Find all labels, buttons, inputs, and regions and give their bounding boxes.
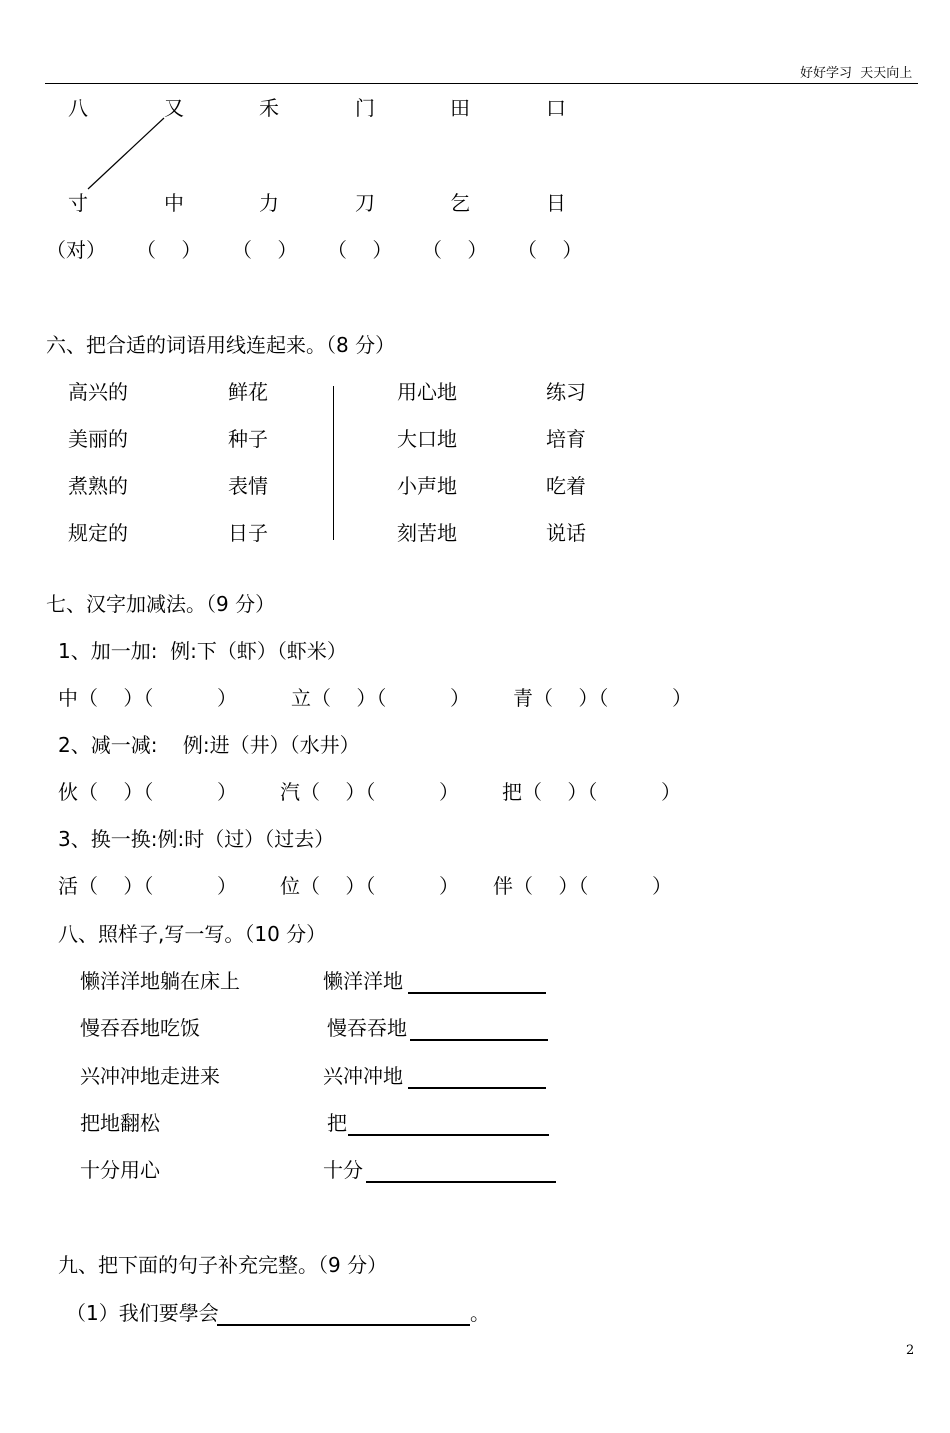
fill-item[interactable]: 青（ ）（ ） — [513, 686, 693, 710]
word-item: 刻苦地 — [397, 521, 457, 545]
section9-item1: （1）我们要學会 — [66, 1301, 219, 1325]
fill-item[interactable]: 伴（ ）（ ） — [493, 874, 673, 898]
section6-title: 六、把合适的词语用线连起来。（8 分） — [46, 333, 396, 357]
fill-item[interactable]: 活（ ）（ ） — [58, 874, 238, 898]
section7-sub3-label: 3、换一换:例:时（过）（过去） — [58, 827, 335, 851]
column-divider — [333, 386, 334, 540]
prompt-phrase: 把 — [327, 1111, 347, 1135]
word-item: 小声地 — [397, 474, 457, 498]
word-item: 用心地 — [397, 380, 457, 404]
answer-cell[interactable]: （ ） — [327, 238, 393, 262]
fill-item[interactable]: 汽（ ）（ ） — [280, 780, 460, 804]
char-cell: 乞 — [450, 191, 470, 215]
word-item: 练习 — [546, 380, 586, 404]
example-phrase: 慢吞吞地吃饭 — [80, 1016, 200, 1040]
answer-underline[interactable] — [410, 1039, 548, 1041]
char-cell: 禾 — [259, 96, 279, 120]
answer-cell[interactable]: （ ） — [232, 238, 298, 262]
answer-underline[interactable] — [217, 1324, 470, 1326]
prompt-phrase: 懒洋洋地 — [323, 969, 403, 993]
word-item: 吃着 — [546, 474, 586, 498]
section8-title: 八、照样子,写一写。（10 分） — [58, 922, 327, 946]
section9-title: 九、把下面的句子补充完整。（9 分） — [58, 1253, 388, 1277]
char-cell: 寸 — [68, 191, 88, 215]
section9-item1-end: 。 — [470, 1301, 490, 1325]
word-item: 鲜花 — [228, 380, 268, 404]
fill-item[interactable]: 位（ ）（ ） — [280, 874, 460, 898]
word-item: 大口地 — [397, 427, 457, 451]
answer-cell[interactable]: （ ） — [517, 238, 583, 262]
char-cell: 日 — [546, 191, 566, 215]
word-item: 种子 — [228, 427, 268, 451]
char-cell: 八 — [68, 96, 88, 120]
answer-cell[interactable]: （ ） — [422, 238, 488, 262]
char-cell: 中 — [164, 191, 184, 215]
example-phrase: 把地翻松 — [80, 1111, 160, 1135]
section7-sub2-label: 2、减一减: 例:进（井）（水井） — [58, 733, 360, 757]
char-cell: 门 — [355, 96, 375, 120]
fill-item[interactable]: 把（ ）（ ） — [502, 780, 682, 804]
answer-cell: （对） — [46, 238, 106, 262]
example-phrase: 十分用心 — [80, 1158, 160, 1182]
char-cell: 口 — [546, 96, 566, 120]
word-item: 培育 — [546, 427, 586, 451]
fill-item[interactable]: 伙（ ）（ ） — [58, 780, 238, 804]
char-cell: 又 — [164, 96, 184, 120]
example-phrase: 懒洋洋地躺在床上 — [80, 969, 240, 993]
fill-item[interactable]: 立（ ）（ ） — [291, 686, 471, 710]
answer-cell[interactable]: （ ） — [136, 238, 202, 262]
word-item: 日子 — [228, 521, 268, 545]
answer-underline[interactable] — [348, 1134, 549, 1136]
section7-title: 七、汉字加减法。（9 分） — [46, 592, 276, 616]
word-item: 说话 — [546, 521, 586, 545]
word-item: 高兴的 — [68, 380, 128, 404]
section7-sub1-label: 1、加一加: 例:下（虾）（虾米） — [58, 639, 347, 663]
example-connector-line — [88, 118, 164, 189]
fill-item[interactable]: 中（ ）（ ） — [58, 686, 238, 710]
word-item: 煮熟的 — [68, 474, 128, 498]
word-item: 表情 — [228, 474, 268, 498]
char-cell: 力 — [259, 191, 279, 215]
answer-underline[interactable] — [408, 1087, 546, 1089]
word-item: 规定的 — [68, 521, 128, 545]
example-phrase: 兴冲冲地走进来 — [80, 1064, 220, 1088]
answer-underline[interactable] — [408, 992, 546, 994]
answer-underline[interactable] — [366, 1181, 556, 1183]
page-number: 2 — [906, 1343, 915, 1358]
prompt-phrase: 兴冲冲地 — [323, 1064, 403, 1088]
char-cell: 田 — [450, 96, 470, 120]
prompt-phrase: 十分 — [323, 1158, 363, 1182]
word-item: 美丽的 — [68, 427, 128, 451]
char-cell: 刀 — [355, 191, 375, 215]
header-text: 好好学习 天天向上 — [800, 66, 913, 81]
prompt-phrase: 慢吞吞地 — [327, 1016, 407, 1040]
